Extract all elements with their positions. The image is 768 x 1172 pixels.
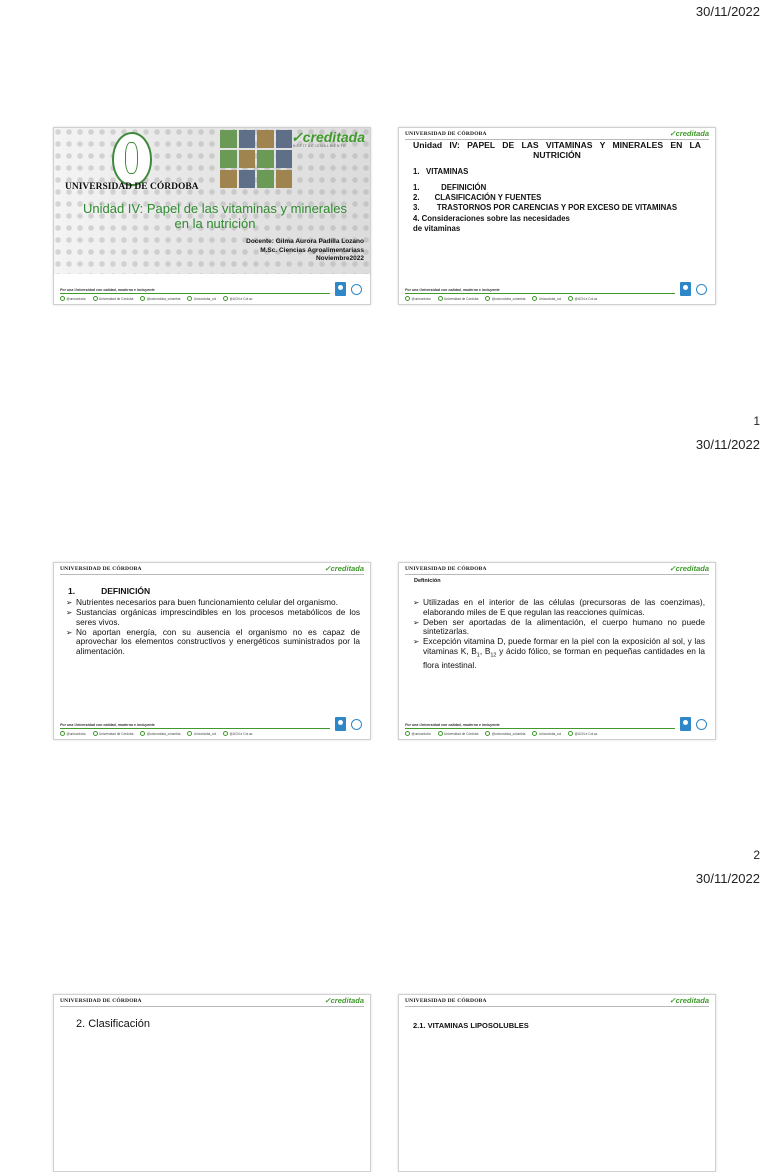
footer-tagline: Por una Universidad con calidad, moderna e incluyente (60, 723, 155, 727)
definition-detail-list (413, 598, 705, 671)
acreditada-logo: ✓creditada (669, 564, 709, 573)
social-links: @unicordoba Universidad de Córdoba @unicordoba_colombia Unicordoba_col @UCN.e Col.ac (60, 731, 252, 736)
acreditada-logo: ✓creditada (669, 996, 709, 1005)
footer-divider (60, 728, 330, 729)
slide-header (405, 130, 709, 140)
contents-line: de vitaminas (413, 223, 461, 233)
contents-list (413, 166, 701, 234)
university-emblem-icon (112, 132, 152, 186)
contents-line: 1. DEFINICIÓN (413, 182, 487, 192)
print-date: 30/11/2022 (695, 871, 760, 886)
footer-tagline: Por una Universidad con calidad, moderna e incluyente (405, 723, 500, 727)
list-item: ➢ Sustancias orgánicas imprescindibles en los procesos metabólicos de los seres vivos. (66, 608, 360, 627)
list-item: ➢ Utilizadas en el interior de las células (precursoras de las coenzimas), elaborando miles de E que regulan las reacciones químicas. (413, 598, 705, 617)
acreditada-logo: ✓creditada (324, 996, 364, 1005)
lecture-date: Noviembre2022 (315, 255, 364, 262)
print-date: 30/11/2022 (695, 437, 760, 452)
docente: Docente: Gilma Aurora Padilla Lozano (246, 238, 364, 245)
page-number: 1 (753, 414, 760, 428)
quality-seal-icon (335, 717, 346, 731)
footer-divider (405, 728, 675, 729)
slide-title (53, 127, 371, 305)
acreditada-logo: ✓creditada (669, 129, 709, 138)
photo-tiles (220, 130, 292, 188)
certification-icon (696, 284, 707, 295)
slide-classification (53, 994, 371, 1172)
slide-label: Definición (414, 578, 441, 584)
university-name: UNIVERSIDAD DE CÓRDOBA (405, 998, 487, 1004)
social-links: @unicordoba Universidad de Córdoba @unicordoba_colombia Unicordoba_col @UCN.e Col.ac (405, 296, 597, 301)
page-number: 2 (753, 848, 760, 862)
certification-icon (351, 719, 362, 730)
acreditada-logo: ✓creditada INSTITUCIONALMENTE (291, 129, 365, 148)
slide-heading: 2. Clasificación (76, 1018, 150, 1030)
degree: M.Sc. Ciencias Agroalimentariass (260, 246, 364, 254)
university-name: UNIVERSIDAD DE CÓRDOBA (405, 566, 487, 572)
contents-line: 1. VITAMINAS (413, 167, 469, 176)
slide-header (60, 565, 364, 575)
list-item: ➢ Excepción vitamina D, puede formar en la piel con la exposición al sol, y las vitaminas K, $B_1$, $B_{12}$ y ácido fólico, se forman en pequeñas cantidades en la flora intestinal. (413, 637, 705, 670)
slide-header (405, 997, 709, 1007)
contents-line: 3. TRASTORNOS POR CARENCIAS Y POR EXCESO DE VITAMINAS (413, 202, 678, 212)
slide-header (60, 997, 364, 1007)
list-item: ➢ No aportan energía, con su ausencia el organismo no es capaz de aprovechar los elementos constructivos y energéticos suministrados por la alimentación. (66, 628, 360, 657)
quality-seal-icon (680, 282, 691, 296)
university-name: UNIVERSIDAD DE CÓRDOBA (60, 998, 142, 1004)
quality-seal-icon (335, 282, 346, 296)
footer-tagline: Por una Universidad con calidad, moderna e incluyente (60, 288, 155, 292)
footer-divider (60, 293, 330, 294)
acreditada-logo: ✓creditada (324, 564, 364, 573)
certification-icon (696, 719, 707, 730)
slide-definition-detail (398, 562, 716, 740)
slide-header (405, 565, 709, 575)
slide-heading: Unidad IV: PAPEL DE LAS VITAMINAS Y MINERALES EN LA NUTRICIÓN (413, 140, 701, 160)
university-name: UNIVERSIDAD DE CÓRDOBA (60, 566, 142, 572)
slide-heading: 2.1. VITAMINAS LIPOSOLUBLES (413, 1021, 529, 1030)
contents-line: 2. CLASIFICACIÓN Y FUENTES (413, 193, 542, 202)
list-item: ➢ Nutrientes necesarios para buen funcionamiento celular del organismo. (66, 598, 360, 608)
definition-list (66, 598, 360, 657)
footer-tagline: Por una Universidad con calidad, moderna e incluyente (405, 288, 500, 292)
slide-heading: 1. DEFINICIÓN (68, 586, 151, 596)
slide-contents (398, 127, 716, 305)
certification-icon (351, 284, 362, 295)
slide-definition (53, 562, 371, 740)
university-name: UNIVERSIDAD DE CÓRDOBA (405, 131, 487, 137)
slide-title-text: Unidad IV: Papel de las vitaminas y minerales en la nutrición (83, 201, 347, 231)
social-links: @unicordoba Universidad de Córdoba @unicordoba_colombia Unicordoba_col @UCN.e Col.ac (60, 296, 252, 301)
university-name: UNIVERSIDAD DE CÓRDOBA (65, 182, 199, 192)
list-item: ➢ Deben ser aportadas de la alimentación, el cuerpo humano no puede sintetizarlas. (413, 618, 705, 637)
social-links: @unicordoba Universidad de Córdoba @unicordoba_colombia Unicordoba_col @UCN.e Col.ac (405, 731, 597, 736)
print-date: 30/11/2022 (695, 4, 760, 19)
author-block (246, 238, 364, 264)
slide-liposolubles (398, 994, 716, 1172)
footer-divider (405, 293, 675, 294)
quality-seal-icon (680, 717, 691, 731)
contents-line: 4. Consideraciones sobre las necesidades (413, 213, 570, 223)
